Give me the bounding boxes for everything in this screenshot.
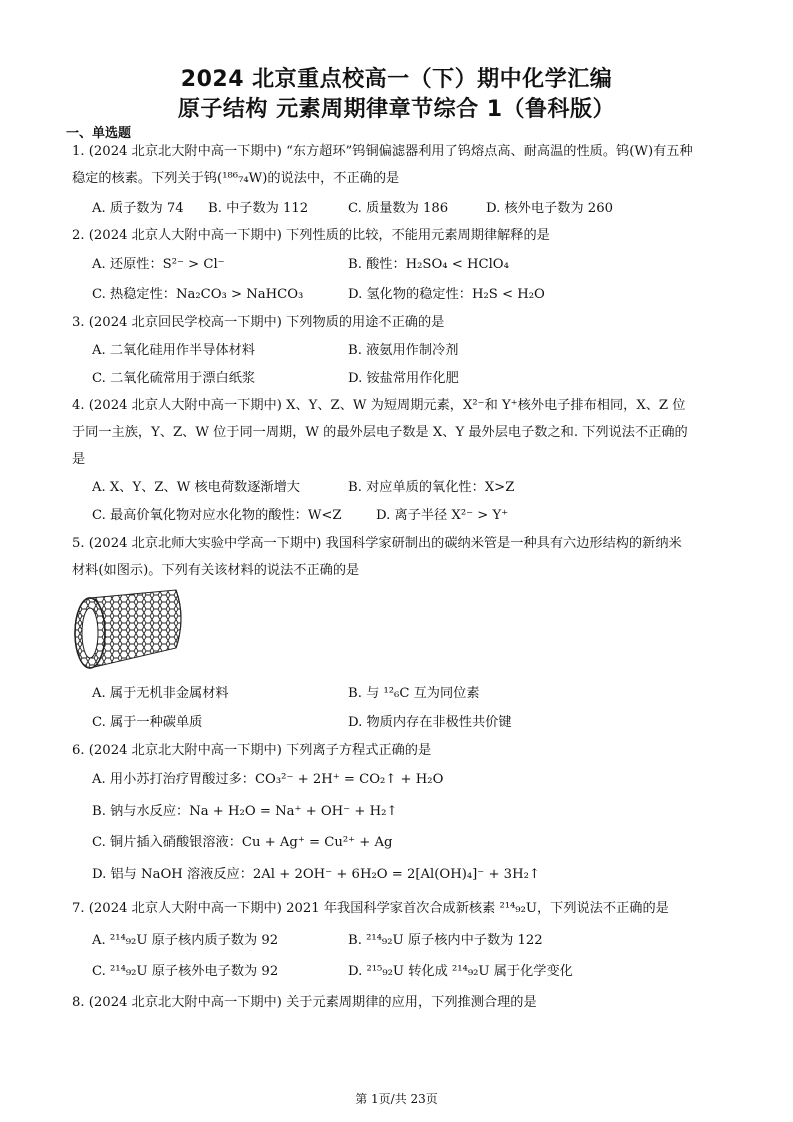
q5-stem: 5. (2024 北京北师大实验中学高一下期中) 我国科学家研制出的碳纳米管是一种具有六边形结构的新纳米: [72, 536, 682, 551]
q3-stem: 3. (2024 北京回民学校高一下期中) 下列物质的用途不正确的是: [72, 315, 445, 330]
section-heading: 一、单选题: [66, 126, 132, 141]
q2-option-a: A. 还原性：S²⁻ > Cl⁻: [92, 257, 225, 272]
q5-stem-cont: 材料(如图示)。下列有关该材料的说法不正确的是: [72, 563, 360, 578]
q1-option-c: C. 质量数为 186: [348, 201, 449, 216]
q8-stem: 8. (2024 北京北大附中高一下期中) 关于元素周期律的应用，下列推测合理的是: [72, 995, 537, 1010]
q1-option-d: D. 核外电子数为 260: [486, 201, 613, 216]
q1-stem: 1. (2024 北京北大附中高一下期中) “东方超环”钨铜偏滤器利用了钨熔点高、耐高温的性质。钨(W)有五种: [72, 144, 693, 159]
carbon-nanotube-image: [72, 588, 188, 672]
q7-option-b: B. ²¹⁴₉₂U 原子核内中子数为 122: [348, 933, 543, 948]
q7-option-a: A. ²¹⁴₉₂U 原子核内质子数为 92: [92, 933, 279, 948]
q4-stem-cont: 于同一主族，Y、Z、W 位于同一周期，W 的最外层电子数是 X、Y 最外层电子数之和. 下列说法不正确的: [72, 425, 688, 440]
q5-option-d: D. 物质内存在非极性共价键: [348, 715, 512, 730]
q7-option-c: C. ²¹⁴₉₂U 原子核外电子数为 92: [92, 964, 279, 979]
q4-stem: 4. (2024 北京人大附中高一下期中) X、Y、Z、W 为短周期元素，X²⁻和 Y⁺核外电子排布相同，X、Z 位: [72, 398, 686, 413]
q1-option-a: A. 质子数为 74: [92, 201, 184, 216]
q3-option-b: B. 液氨用作制冷剂: [348, 343, 459, 358]
doc-title-line1: 2024 北京重点校高一（下）期中化学汇编: [180, 67, 613, 92]
q2-option-b: B. 酸性：H₂SO₄ < HClO₄: [348, 257, 509, 272]
q5-option-a: A. 属于无机非金属材料: [92, 686, 229, 701]
q6-option-a: A. 用小苏打治疗胃酸过多：CO₃²⁻ + 2H⁺ = CO₂↑ + H₂O: [92, 772, 444, 787]
q6-stem: 6. (2024 北京北大附中高一下期中) 下列离子方程式正确的是: [72, 743, 432, 758]
q7-option-d: D. ²¹⁵₉₂U 转化成 ²¹⁴₉₂U 属于化学变化: [348, 964, 573, 979]
q4-option-d: D. 离子半径 X²⁻ > Y⁺: [376, 508, 509, 523]
q4-stem-cont2: 是: [72, 452, 86, 467]
doc-title-line2: 原子结构 元素周期律章节综合 1（鲁科版）: [177, 97, 616, 122]
q5-option-b: B. 与 ¹²₆C 互为同位素: [348, 686, 480, 701]
q7-stem: 7. (2024 北京人大附中高一下期中) 2021 年我国科学家首次合成新核素 ²¹⁴₉₂U，下列说法不正确的是: [72, 901, 669, 916]
q3-option-a: A. 二氧化硅用作半导体材料: [92, 343, 255, 358]
q4-option-c: C. 最高价氧化物对应水化物的酸性：W<Z: [92, 508, 342, 523]
q3-option-d: D. 铵盐常用作化肥: [348, 371, 459, 386]
q2-stem: 2. (2024 北京人大附中高一下期中) 下列性质的比较，不能用元素周期律解释的是: [72, 228, 550, 243]
q3-option-c: C. 二氧化硫常用于漂白纸浆: [92, 371, 256, 386]
q5-option-c: C. 属于一种碳单质: [92, 715, 203, 730]
page-number: 第 1页/共 23页: [355, 1092, 438, 1106]
q1-stem-cont: 稳定的核素。下列关于钨(¹⁸⁶₇₄W)的说法中，不正确的是: [72, 171, 400, 186]
q1-option-b: B. 中子数为 112: [208, 201, 309, 216]
q4-option-a: A. X、Y、Z、W 核电荷数逐渐增大: [92, 480, 300, 495]
q2-option-d: D. 氢化物的稳定性：H₂S < H₂O: [348, 287, 545, 302]
q2-option-c: C. 热稳定性：Na₂CO₃ > NaHCO₃: [92, 287, 304, 302]
q6-option-c: C. 铜片插入硝酸银溶液：Cu + Ag⁺ = Cu²⁺ + Ag: [92, 835, 393, 850]
q6-option-d: D. 铝与 NaOH 溶液反应：2Al + 2OH⁻ + 6H₂O = 2[Al(OH)₄]⁻ + 3H₂↑: [92, 867, 540, 882]
q4-option-b: B. 对应单质的氧化性：X>Z: [348, 480, 515, 495]
q6-option-b: B. 钠与水反应：Na + H₂O = Na⁺ + OH⁻ + H₂↑: [92, 804, 398, 819]
